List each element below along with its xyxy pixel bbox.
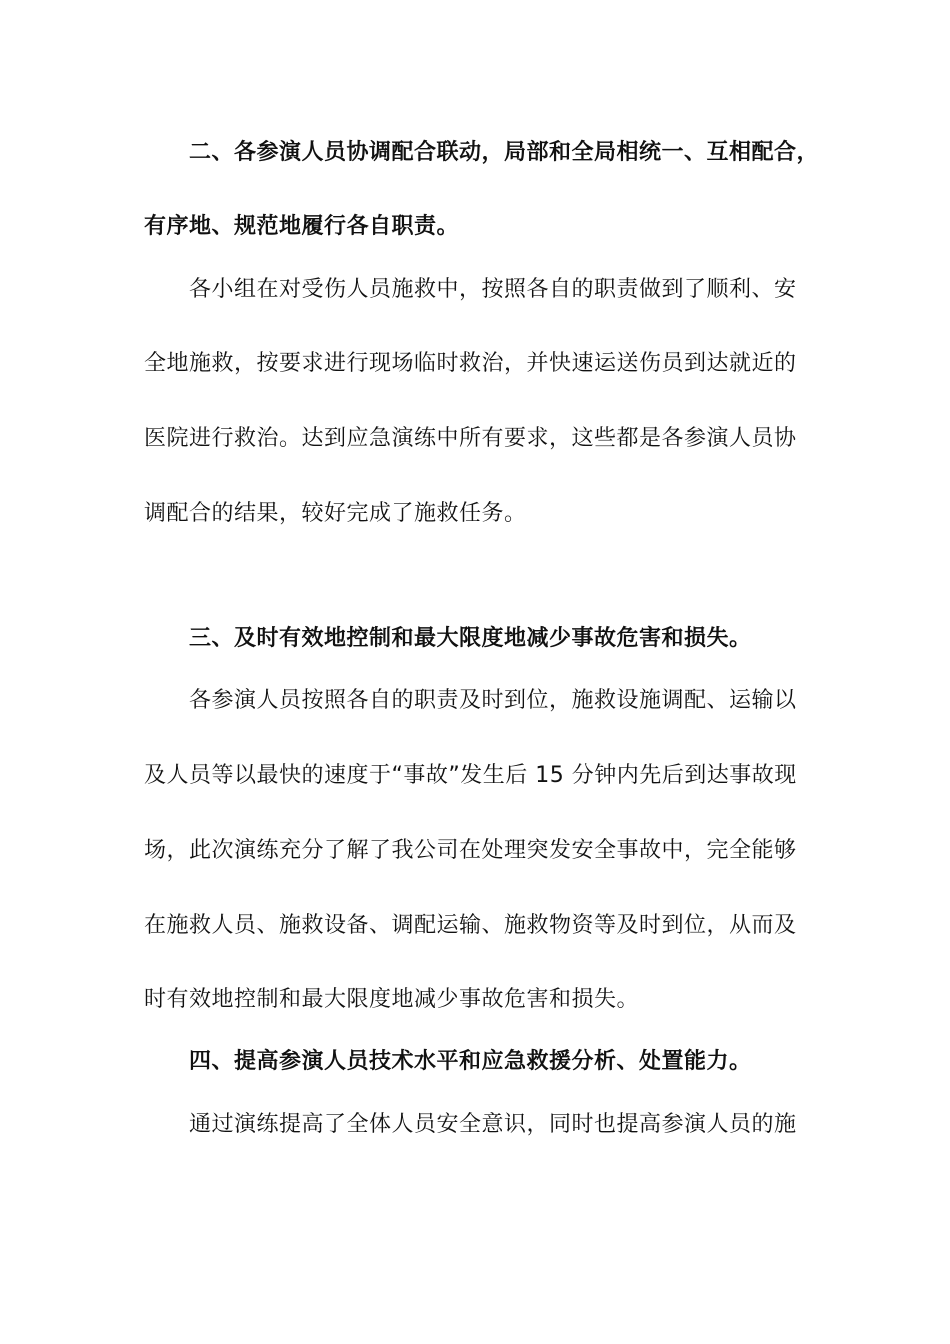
section3-paragraph-line: 及人员等以最快的速度于“事故”发生后 15 分钟内先后到达事故现: [144, 763, 797, 788]
section2-heading-line1: 二、各参演人员协调配合联动，局部和全局相统一、互相配合，: [189, 140, 820, 165]
section2-paragraph-line: 调配合的结果，较好完成了施救任务。: [144, 501, 527, 526]
section3-paragraph-line: 场，此次演练充分了解了我公司在处理突发安全事故中，完全能够: [144, 838, 797, 863]
section3-paragraph-line: 时有效地控制和最大限度地减少事故危害和损失。: [144, 987, 640, 1012]
section2-paragraph-line: 医院进行救治。达到应急演练中所有要求，这些都是各参演人员协: [144, 426, 797, 451]
section3-paragraph-line: 各参演人员按照各自的职责及时到位，施救设施调配、运输以: [189, 688, 797, 713]
section4-paragraph-line: 通过演练提高了全体人员安全意识，同时也提高参演人员的施: [189, 1112, 797, 1137]
section2-paragraph-line: 各小组在对受伤人员施救中，按照各自的职责做到了顺利、安: [189, 277, 797, 302]
section3-paragraph-line: 在施救人员、施救设备、调配运输、施救物资等及时到位，从而及: [144, 913, 797, 938]
section3-heading: 三、及时有效地控制和最大限度地减少事故危害和损失。: [189, 626, 752, 651]
section2-heading-line2: 有序地、规范地履行各自职责。: [144, 214, 460, 239]
section2-paragraph-line: 全地施救，按要求进行现场临时救治，并快速运送伤员到达就近的: [144, 351, 797, 376]
section4-heading: 四、提高参演人员技术水平和应急救援分析、处置能力。: [189, 1049, 752, 1074]
